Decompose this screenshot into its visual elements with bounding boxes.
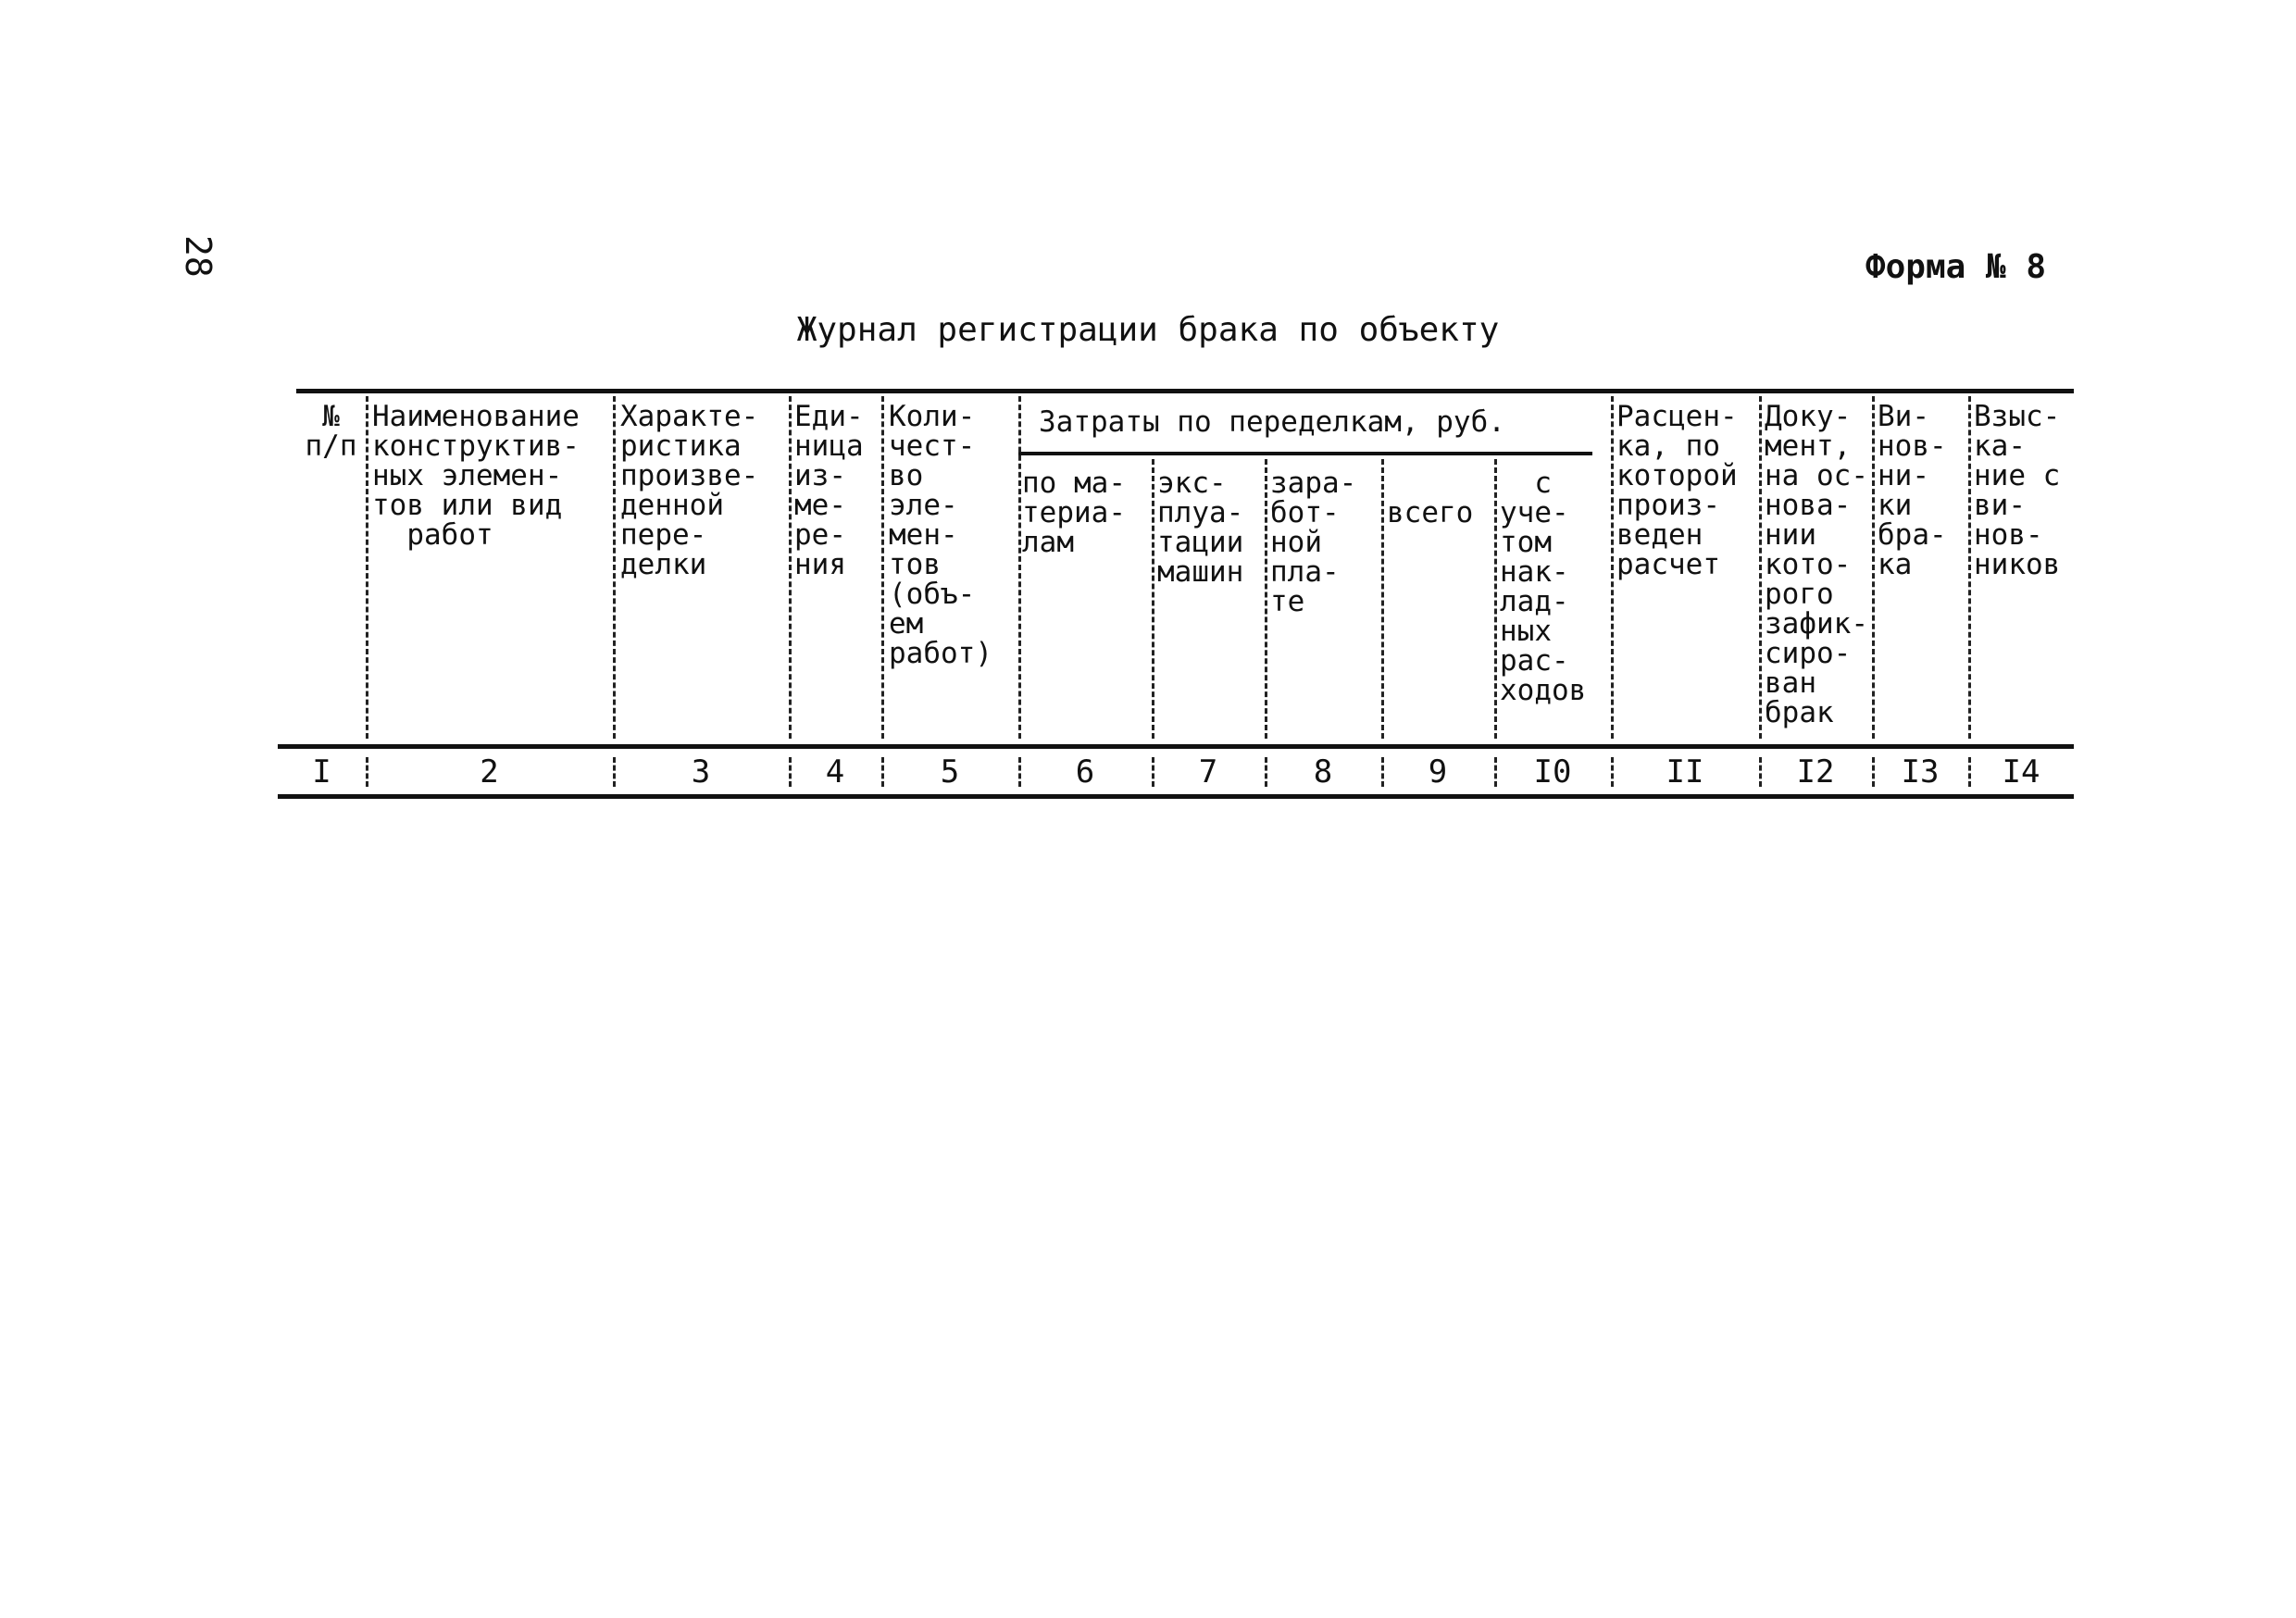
group-header-rule [1018, 452, 1592, 455]
table-bottom-rule [278, 794, 2074, 799]
number-divider [1759, 757, 1762, 787]
column-number: 7 [1198, 753, 1218, 790]
number-divider [1872, 757, 1875, 787]
column-divider [613, 396, 616, 739]
number-divider [881, 757, 884, 787]
subcolumn-divider [1152, 459, 1154, 739]
subcolumn-divider [1494, 459, 1497, 739]
number-divider [1611, 757, 1614, 787]
header-bottom-rule [278, 744, 2074, 749]
column-number: II [1666, 753, 1704, 790]
column-divider [1611, 396, 1614, 739]
header-element-name: Наименование конструктив- ных элемен- тов или вид работ [372, 400, 580, 552]
header-penalty: Взыс- ка- ние с ви- нов- ников [1974, 400, 2061, 581]
subheader-wages: зара- бот- ной пла- те [1270, 467, 1357, 618]
table-top-rule [296, 389, 2074, 393]
column-number: I4 [2002, 753, 2040, 790]
column-number: 9 [1428, 753, 1448, 790]
column-divider [1968, 396, 1971, 739]
column-number: I2 [1796, 753, 1835, 790]
header-row-number: № п/п [305, 400, 357, 463]
number-divider [1018, 757, 1021, 787]
header-culprits: Ви- нов- ни- ки бра- ка [1878, 400, 1947, 581]
column-number: 8 [1313, 753, 1333, 790]
subheader-materials: по ма- териа- лам [1022, 467, 1126, 559]
number-divider [1968, 757, 1971, 787]
column-divider [881, 396, 884, 739]
column-number: 6 [1075, 753, 1095, 790]
number-divider [1381, 757, 1384, 787]
header-defect-document: Доку- мент, на ос- нова- нии кото- рого зафик- сиро- ван брак [1765, 400, 1868, 729]
column-number: I [312, 753, 331, 790]
subheader-total: всего [1387, 496, 1474, 529]
column-divider [366, 396, 368, 739]
column-number: 3 [691, 753, 711, 790]
column-number: 5 [940, 753, 960, 790]
header-rework-description: Характе- ристика произве- денной пере- делки [620, 400, 759, 581]
subheader-machine-operation: экс- плуа- тации машин [1157, 467, 1244, 589]
column-divider [1018, 396, 1021, 739]
header-rework-costs-group: Затраты по переделкам, руб. [1039, 405, 1505, 439]
subcolumn-divider [1381, 459, 1384, 739]
column-divider [1759, 396, 1762, 739]
column-number: I0 [1533, 753, 1572, 790]
number-divider [1152, 757, 1154, 787]
header-quantity: Коли- чест- во эле- мен- тов (объ- ем работ) [889, 400, 992, 670]
subheader-with-overheads: с уче- том нак- лад- ных рас- ходов [1500, 467, 1587, 707]
document-title: Журнал регистрации брака по объекту [796, 311, 1500, 349]
number-divider [1265, 757, 1267, 787]
subcolumn-divider [1265, 459, 1267, 739]
number-divider [789, 757, 792, 787]
number-divider [366, 757, 368, 787]
number-divider [613, 757, 616, 787]
number-divider [1494, 757, 1497, 787]
column-number: I3 [1901, 753, 1940, 790]
page-number: 28 [178, 235, 218, 278]
column-number: 4 [825, 753, 845, 790]
header-pricing-basis: Расцен- ка, по которой произ- веден расчет [1616, 400, 1738, 581]
journal-table [278, 389, 2074, 805]
form-label: Форма № 8 [1865, 248, 2046, 286]
column-divider [1872, 396, 1875, 739]
column-divider [789, 396, 792, 739]
header-unit: Еди- ница из- ме- ре- ния [794, 400, 864, 581]
column-number: 2 [480, 753, 499, 790]
